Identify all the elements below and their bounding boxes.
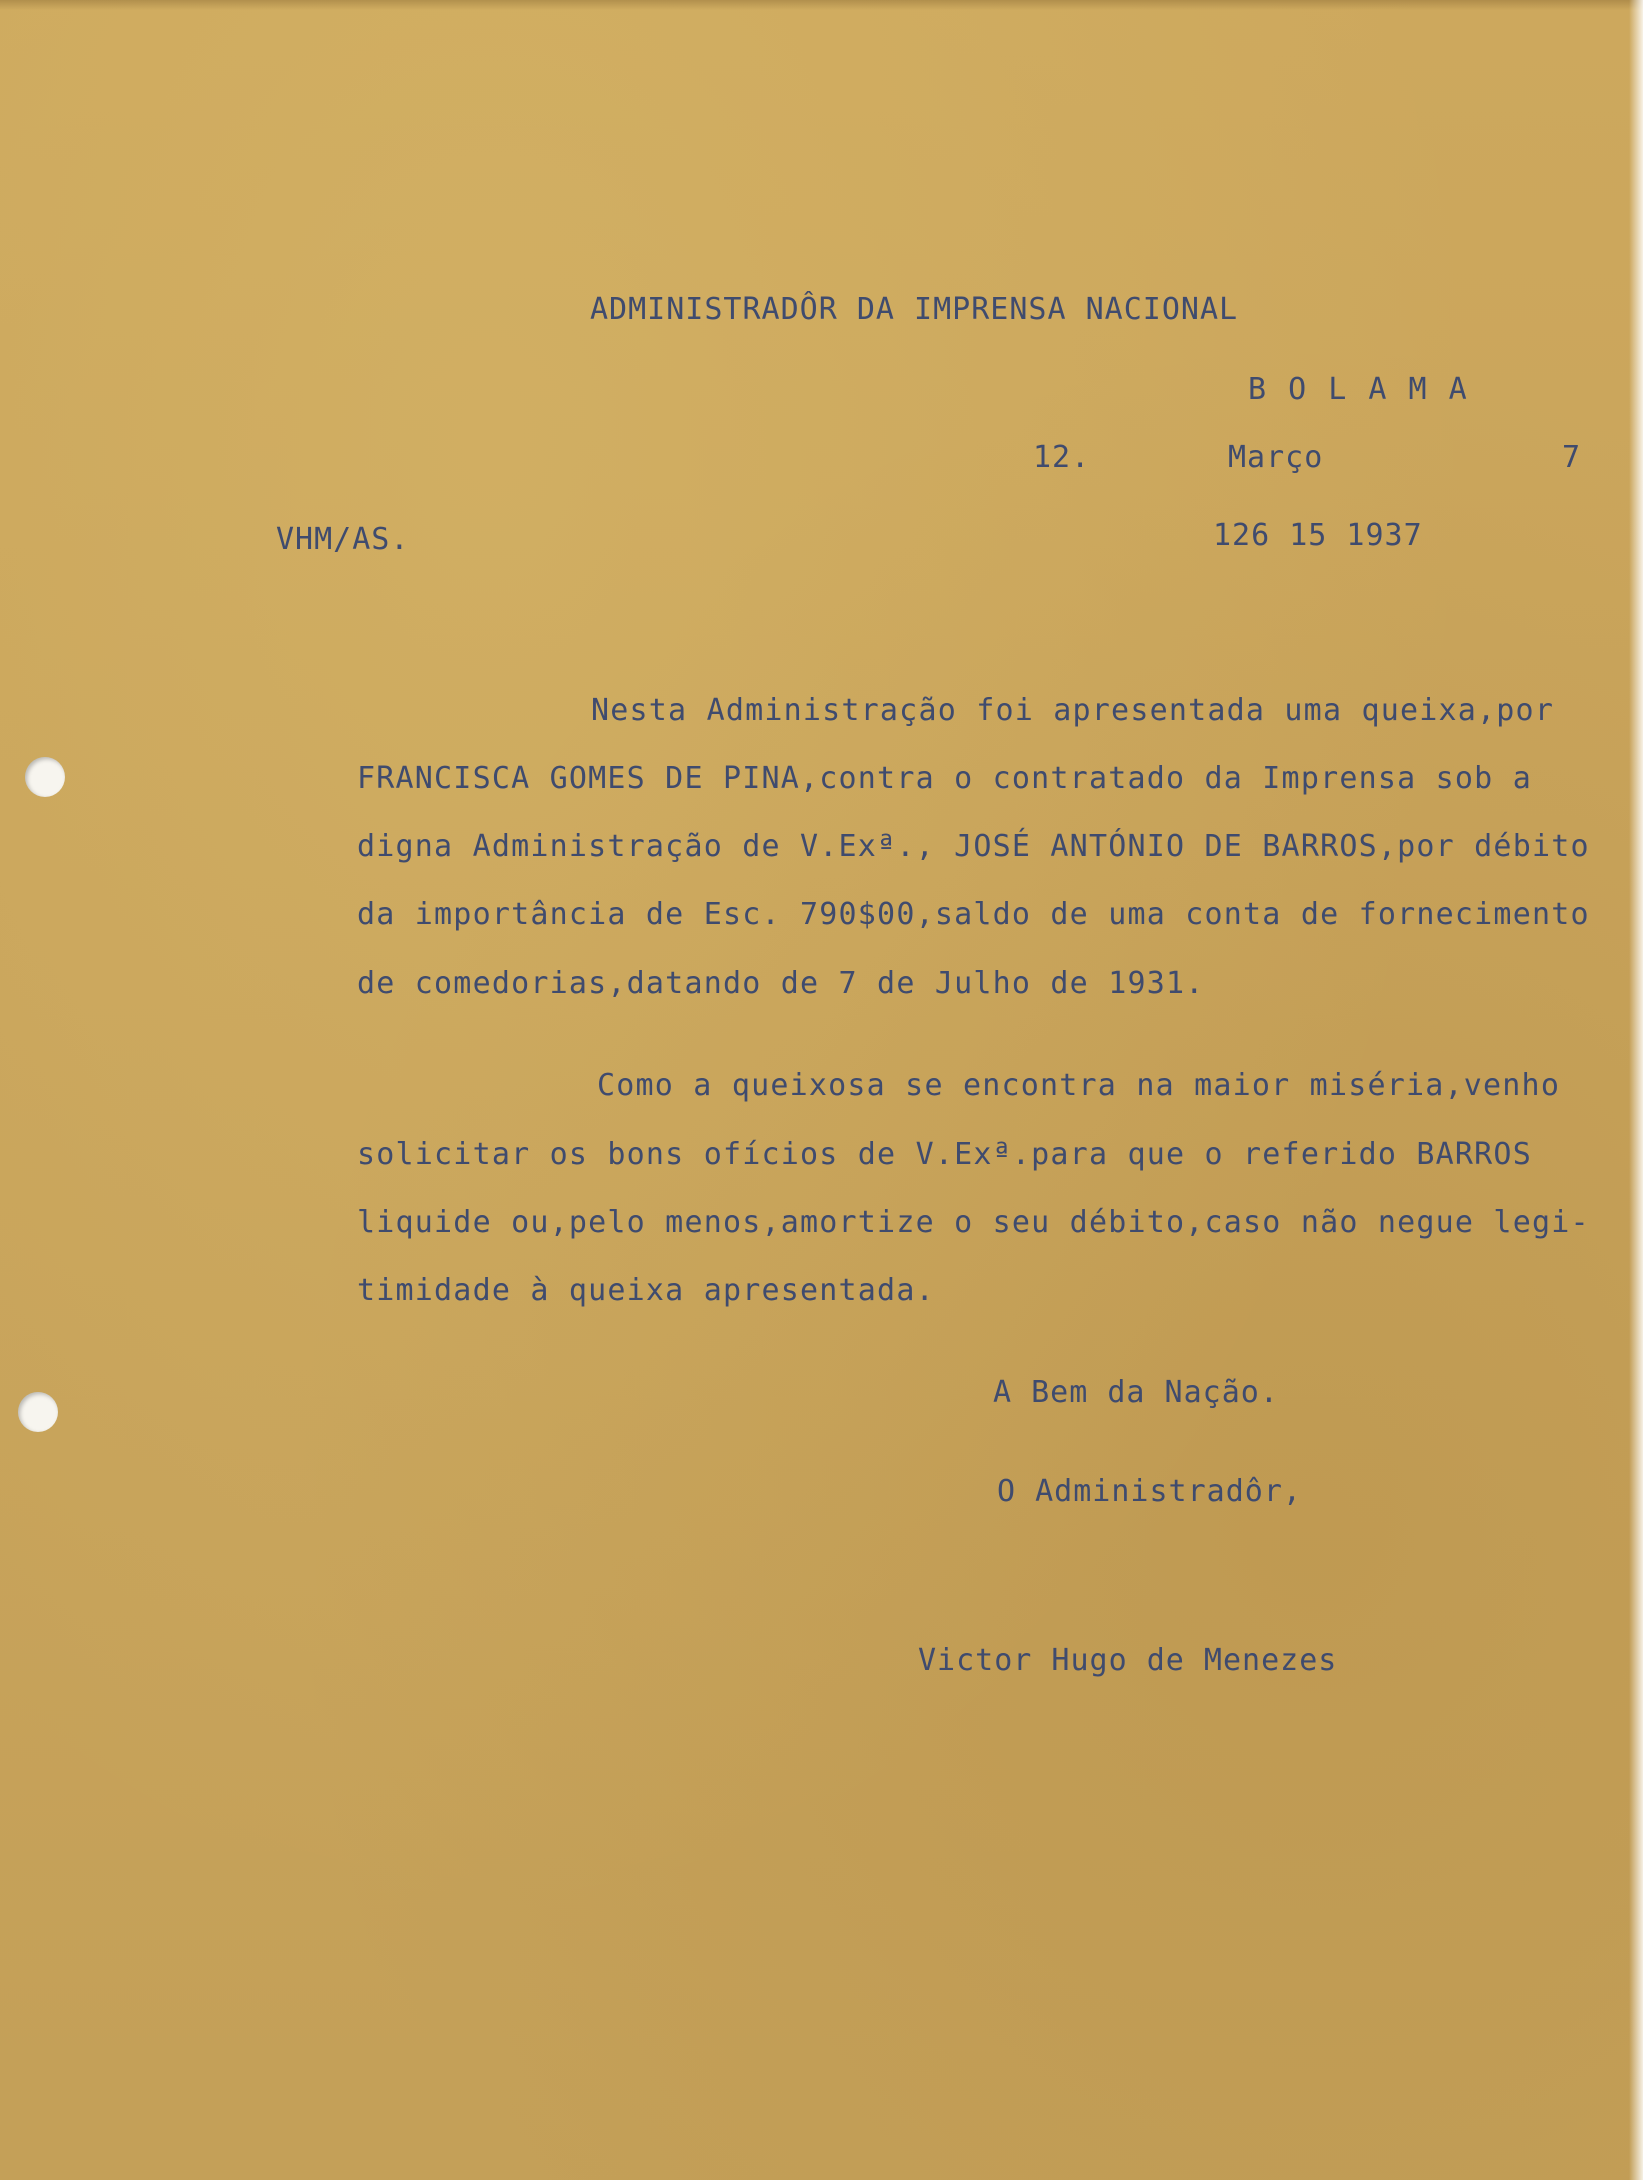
body-line: Como a queixosa se encontra na maior miséria,venho	[597, 1068, 1561, 1103]
body-line: da importância de Esc. 790$00,saldo de uma conta de fornecimento	[357, 897, 1590, 932]
date-month: Março	[1228, 440, 1324, 475]
date-day: 12.	[1033, 440, 1091, 475]
body-line: liquide ou,pelo menos,amortize o seu débito,caso não negue legi-	[357, 1205, 1590, 1240]
punch-hole-lower	[18, 1392, 58, 1432]
closing-signature: Victor Hugo de Menezes	[918, 1643, 1338, 1678]
paper-right-edge	[1629, 0, 1643, 2180]
date-year-digit: 7	[1562, 440, 1582, 475]
reference-number: 126 15 1937	[1213, 518, 1423, 553]
body-line: de comedorias,datando de 7 de Julho de 1931.	[357, 966, 1205, 1001]
closing-role: O Administradôr,	[997, 1474, 1302, 1509]
body-line: solicitar os bons ofícios de V.Exª.para que o referido BARROS	[357, 1137, 1532, 1172]
body-line: digna Administração de V.Exª., JOSÉ ANTÓNIO DE BARROS,por débito	[357, 829, 1590, 864]
body-line: Nesta Administração foi apresentada uma queixa,por	[591, 693, 1555, 728]
closing-salutation: A Bem da Nação.	[993, 1375, 1279, 1410]
letterhead-city: B O L A M A	[1248, 372, 1469, 407]
body-line: timidade à queixa apresentada.	[357, 1273, 935, 1308]
reference-initials: VHM/AS.	[276, 522, 410, 557]
body-line: FRANCISCA GOMES DE PINA,contra o contratado da Imprensa sob a	[357, 761, 1532, 796]
paper-top-edge	[0, 0, 1643, 10]
punch-hole-upper	[25, 757, 65, 797]
letterhead-title: ADMINISTRADÔR DA IMPRENSA NACIONAL	[590, 292, 1239, 327]
